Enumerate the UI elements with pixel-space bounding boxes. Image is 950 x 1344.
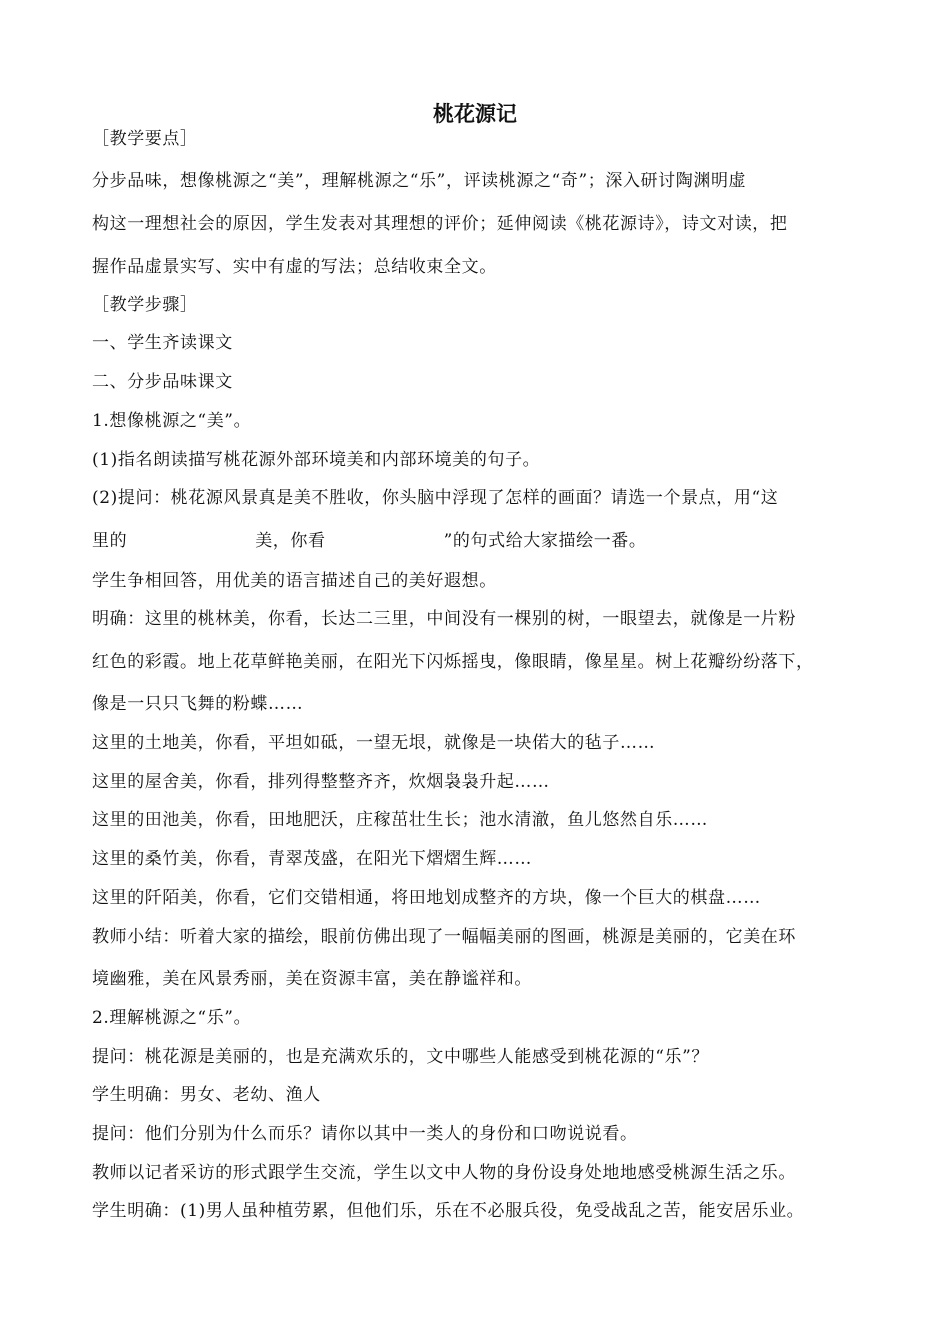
example-line: 这里的桑竹美，你看，青翠茂盛，在阳光下熠熠生辉…… xyxy=(92,849,532,869)
pattern-part-c: ”的句式给大家描绘一番。 xyxy=(443,531,647,551)
teacher-summary-line: 境幽雅，美在风景秀丽，美在资源丰富，美在静谧祥和。 xyxy=(92,969,532,989)
question-imagine: (2)提问：桃花源风景真是美不胜收，你头脑中浮现了怎样的画面？请选一个景点，用“这 xyxy=(92,488,779,508)
teaching-steps-heading: ［教学步骤］ xyxy=(92,295,198,315)
pattern-part-a: 里的 xyxy=(92,531,128,551)
clarify-line: 像是一只只飞舞的粉蝶…… xyxy=(92,694,304,714)
answer-joy: 学生明确：男女、老幼、渔人 xyxy=(92,1085,321,1105)
teacher-summary-line: 教师小结：听着大家的描绘，眼前仿佛出现了一幅幅美丽的图画，桃源是美丽的，它美在环 xyxy=(92,927,796,947)
clarify-line: 明确：这里的桃林美，你看，长达二三里，中间没有一棵别的树，一眼望去，就像是一片粉 xyxy=(92,609,796,629)
example-line: 这里的屋舍美，你看，排列得整整齐齐，炊烟袅袅升起…… xyxy=(92,772,550,792)
clarify-line: 红色的彩霞。地上花草鲜艳美丽，在阳光下闪烁摇曳，像眼睛，像星星。树上花瓣纷纷落下， xyxy=(92,652,814,672)
subsection-joy: 2.理解桃源之“乐”。 xyxy=(92,1008,252,1028)
interview-note: 教师以记者采访的形式跟学生交流，学生以文中人物的身份设身处地地感受桃源生活之乐。 xyxy=(92,1163,796,1183)
teaching-points-line: 握作品虚景实写、实中有虚的写法；总结收束全文。 xyxy=(92,257,497,277)
pattern-part-b: 美，你看 xyxy=(255,531,326,551)
subsection-beauty: 1.想像桃源之“美”。 xyxy=(92,411,252,431)
question-why: 提问：他们分别为什么而乐？请你以其中一类人的身份和口吻说说看。 xyxy=(92,1124,638,1144)
step-one: 一、学生齐读课文 xyxy=(92,333,233,353)
example-line: 这里的田池美，你看，田地肥沃，庄稼茁壮生长；池水清澈，鱼儿悠然自乐…… xyxy=(92,810,708,830)
answer-intro: 学生争相回答，用优美的语言描述自己的美好遐想。 xyxy=(92,571,497,591)
teaching-points-line: 分步品味，想像桃源之“美”，理解桃源之“乐”，评读桃源之“奇”；深入研讨陶渊明虚 xyxy=(92,171,747,191)
sentence-pattern-line xyxy=(92,530,872,552)
step-two: 二、分步品味课文 xyxy=(92,372,233,392)
example-line: 这里的阡陌美，你看，它们交错相通，将田地划成整齐的方块，像一个巨大的棋盘…… xyxy=(92,888,761,908)
document-title: 桃花源记 xyxy=(433,102,517,126)
question-reading: (1)指名朗读描写桃花源外部环境美和内部环境美的句子。 xyxy=(92,450,541,470)
teaching-points-heading: ［教学要点］ xyxy=(92,129,198,149)
teaching-points-line: 构这一理想社会的原因，学生发表对其理想的评价；延伸阅读《桃花源诗》，诗文对读，把 xyxy=(92,214,788,234)
example-line: 这里的土地美，你看，平坦如砥，一望无垠，就像是一块偌大的毡子…… xyxy=(92,733,656,753)
answer-why: 学生明确：(1)男人虽种植劳累，但他们乐，乐在不必服兵役，免受战乱之苦，能安居乐业。 xyxy=(92,1201,805,1221)
question-joy: 提问：桃花源是美丽的，也是充满欢乐的，文中哪些人能感受到桃花源的“乐”？ xyxy=(92,1047,709,1067)
